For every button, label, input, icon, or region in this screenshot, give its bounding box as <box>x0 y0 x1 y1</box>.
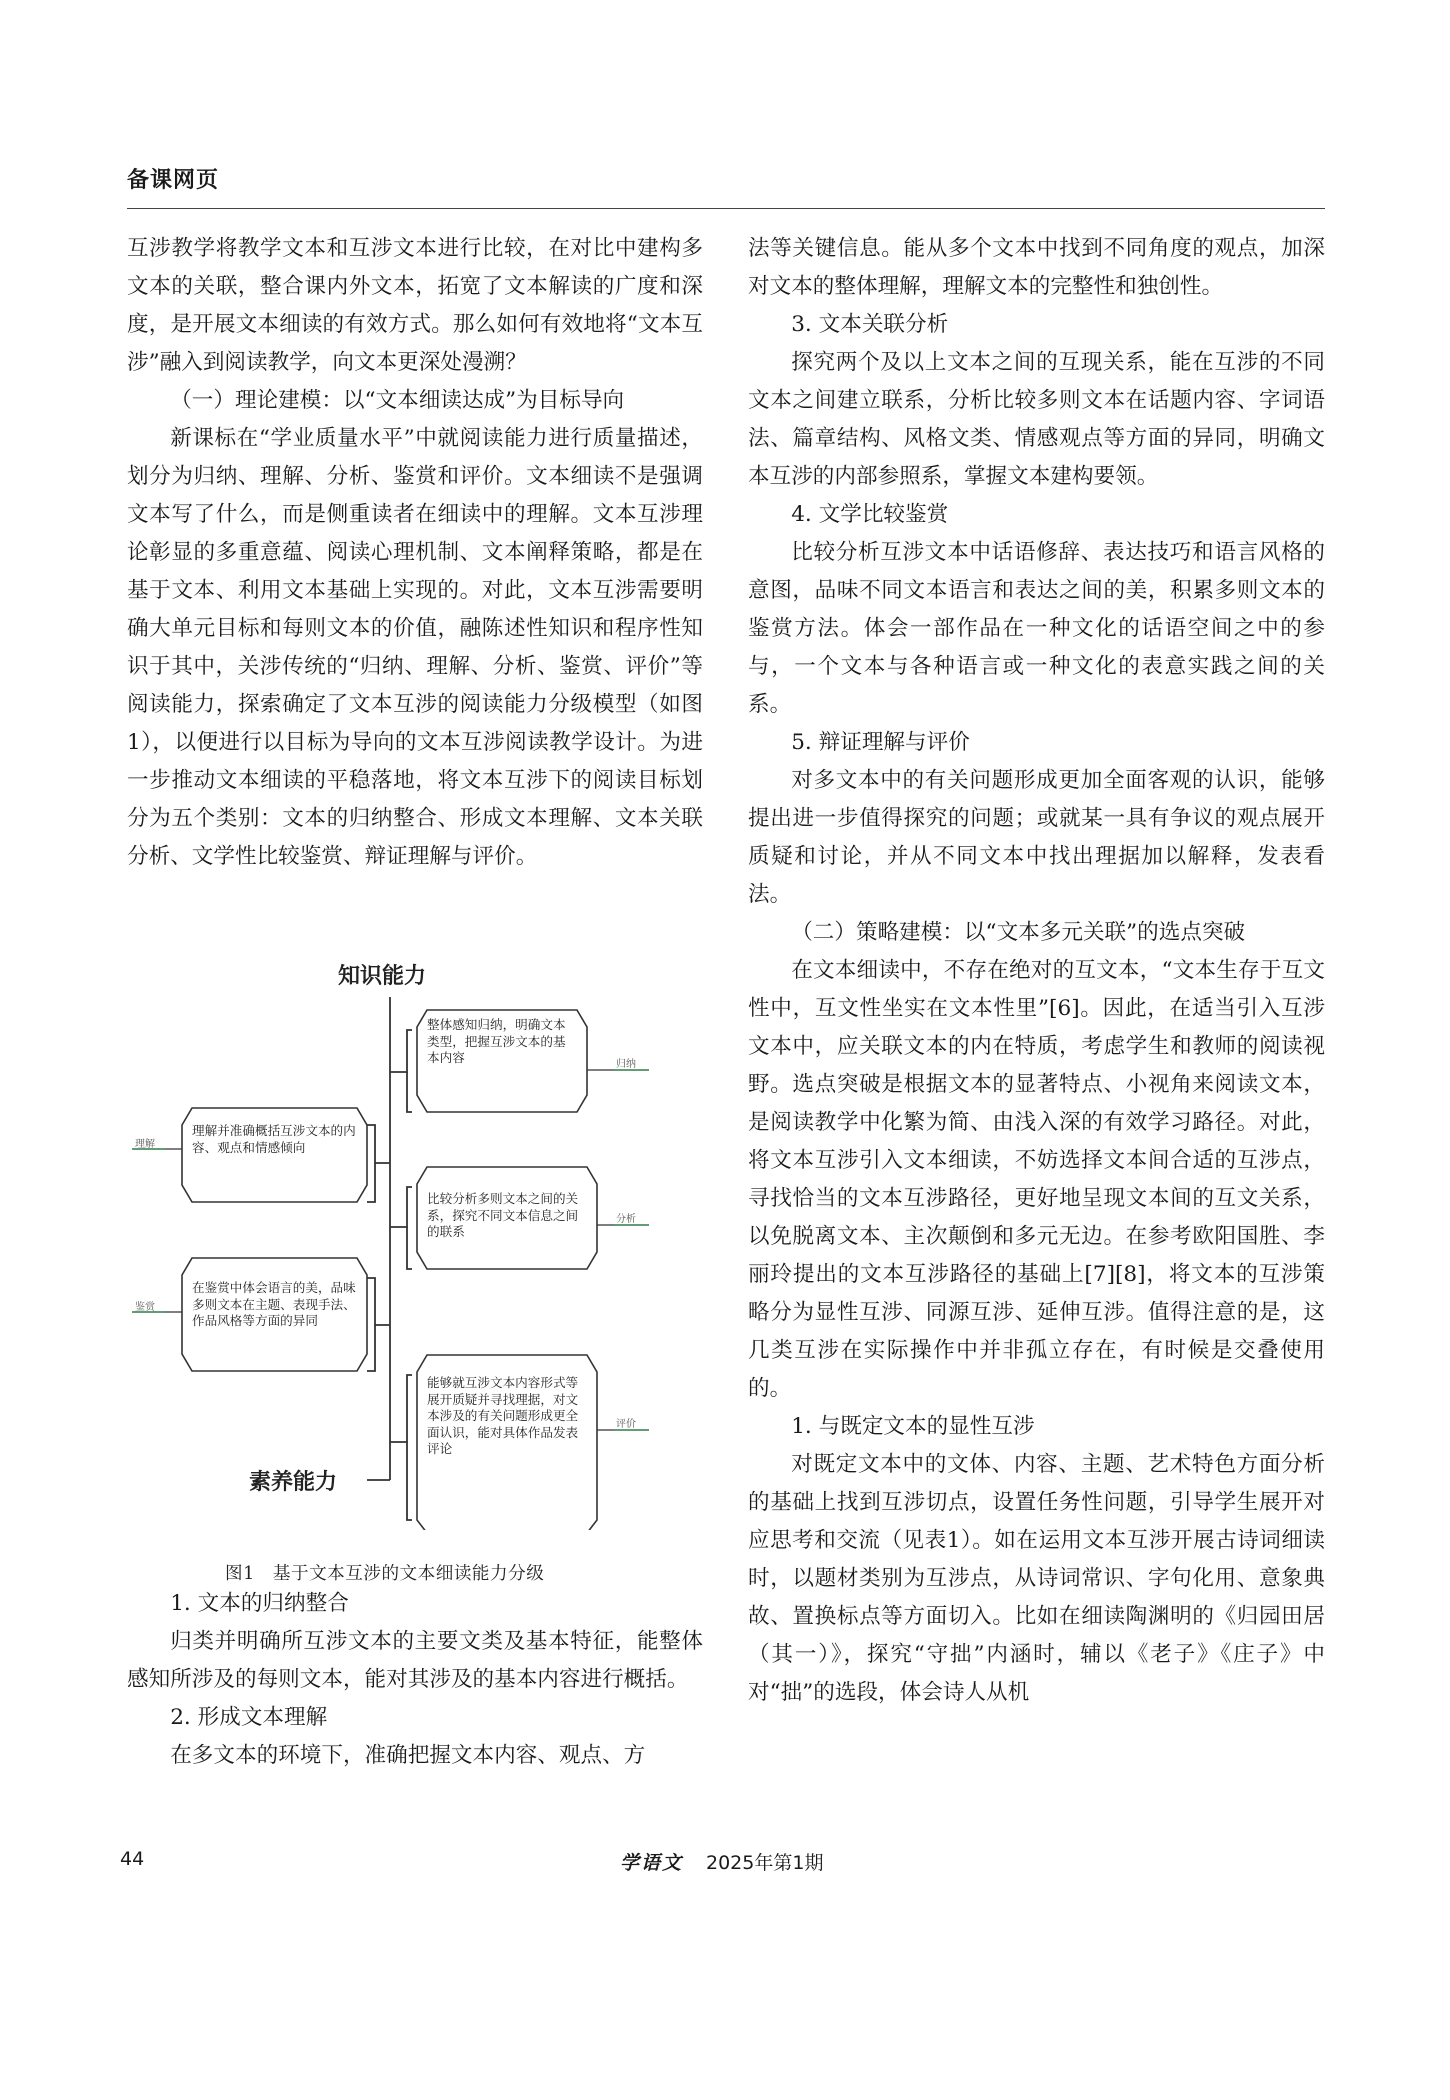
section-heading: 4. 文学比较鉴赏 <box>791 502 949 527</box>
paragraph: 对既定文本中的文体、内容、主题、艺术特色方面分析的基础上找到互涉切点，设置任务性问题，引导学生展开对应思考和交流（见表1）。如在运用文本互涉开展古诗词细读时，以题材类别为互涉点，从诗词常识、字句化用、意象典故、置换标点等方面切入。比如在细读陶渊明的《归园田居（其一）》，探究“守拙”内涵时，辅以《老子》《庄子》中对“拙”的选段，体会诗人从机 <box>748 1452 1325 1705</box>
right-column <box>748 230 1325 1712</box>
section-heading: 3. 文本关联分析 <box>791 312 949 337</box>
journal-name: 学语文 <box>620 1852 684 1874</box>
tag-lijie: 理解 <box>135 1139 155 1150</box>
tag-guina: 归纳 <box>616 1059 636 1070</box>
tag-fenxi: 分析 <box>616 1214 636 1225</box>
figure-1 <box>127 955 703 1530</box>
paragraph: 在多文本的环境下，准确把握文本内容、观点、方 <box>170 1743 646 1768</box>
section-heading: （一）理论建模：以“文本细读达成”为目标导向 <box>170 388 625 413</box>
section-heading: 1. 与既定文本的显性互涉 <box>791 1414 1035 1439</box>
section-heading: 1. 文本的归纳整合 <box>170 1591 349 1616</box>
section-heading: （二）策略建模：以“文本多元关联”的选点突破 <box>791 920 1246 945</box>
box-lijie-text: 理解并准确概括互涉文本的内容、观点和情感倾向 <box>192 1123 356 1155</box>
paragraph: 对多文本中的有关问题形成更加全面客观的认识，能够提出进一步值得探究的问题；或就某一具有争议的观点展开质疑和讨论，并从不同文本中找出理据加以解释，发表看法。 <box>748 768 1325 907</box>
figure-caption: 图1 基于文本互涉的文本细读能力分级 <box>225 1564 545 1584</box>
box-pingjia-text: 能够就互涉文本内容形式等展开质疑并寻找理据，对文本涉及的有关问题形成更全面认识，能对具体作品发表评论 <box>427 1375 579 1456</box>
section-header: 备课网页 <box>127 168 220 193</box>
page-number: 44 <box>120 1848 145 1870</box>
left-column-lower <box>127 1585 703 1775</box>
figure-diagram <box>127 955 703 1530</box>
paragraph: 归类并明确所互涉文本的主要文类及基本特征，能整体感知所涉及的每则文本，能对其涉及的基本内容进行概括。 <box>127 1629 703 1692</box>
header-rule <box>127 208 1325 209</box>
paragraph: 新课标在“学业质量水平”中就阅读能力进行质量描述，划分为归纳、理解、分析、鉴赏和评价。文本细读不是强调文本写了什么，而是侧重读者在细读中的理解。文本互涉理论彰显的多重意蕴、阅读心理机制、文本阐释策略，都是在基于文本、利用文本基础上实现的。对此，文本互涉需要明确大单元目标和每则文本的价值，融陈述性知识和程序性知识于其中，关涉传统的“归纳、理解、分析、鉴赏、评价”等阅读能力，探索确定了文本互涉的阅读能力分级模型（如图1），以便进行以目标为导向的文本互涉阅读教学设计。为进一步推动文本细读的平稳落地，将文本互涉下的阅读目标划分为五个类别：文本的归纳整合、形成文本理解、文本关联分析、文学性比较鉴赏、辩证理解与评价。 <box>127 426 703 869</box>
section-heading: 5. 辩证理解与评价 <box>791 730 970 755</box>
tag-jianshang: 鉴赏 <box>135 1302 155 1313</box>
figure-title-bottom: 素养能力 <box>249 1470 338 1495</box>
tag-pingjia: 评价 <box>616 1419 636 1430</box>
paragraph: 法等关键信息。能从多个文本中找到不同角度的观点，加深对文本的整体理解，理解文本的完整性和独创性。 <box>748 236 1325 299</box>
paragraph: 在文本细读中，不存在绝对的互文本，“文本生存于互文性中，互文性坐实在文本性里”[6]。因此，在适当引入互涉文本中，应关联文本的内在特质，考虑学生和教师的阅读视野。选点突破是根据文本的显著特点、小视角来阅读文本，是阅读教学中化繁为简、由浅入深的有效学习路径。对此，将文本互涉引入文本细读，不妨选择文本间合适的互涉点，寻找恰当的文本互涉路径，更好地呈现文本间的互文关系，以免脱离文本、主次颠倒和多元无边。在参考欧阳国胜、李丽玲提出的文本互涉路径的基础上[7][8]，将文本的互涉策略分为显性互涉、同源互涉、延伸互涉。值得注意的是，这几类互涉在实际操作中并非孤立存在，有时候是交叠使用的。 <box>748 958 1325 1401</box>
box-fenxi-text: 比较分析多则文本之间的关系，探究不同文本信息之间的联系 <box>427 1191 579 1239</box>
paragraph: 互涉教学将教学文本和互涉文本进行比较，在对比中建构多文本的关联，整合课内外文本，拓宽了文本解读的广度和深度，是开展文本细读的有效方式。那么如何有效地将“文本互涉”融入到阅读教学，向文本更深处漫溯？ <box>127 236 703 375</box>
section-heading: 2. 形成文本理解 <box>170 1705 328 1730</box>
paragraph: 探究两个及以上文本之间的互现关系，能在互涉的不同文本之间建立联系，分析比较多则文本在话题内容、字词语法、篇章结构、风格文类、情感观点等方面的异同，明确文本互涉的内部参照系，掌握文本建构要领。 <box>748 350 1325 489</box>
journal-issue: 2025年第1期 <box>706 1852 824 1874</box>
box-guina-text: 整体感知归纳，明确文本类型，把握互涉文本的基本内容 <box>427 1017 566 1065</box>
left-column <box>127 230 703 876</box>
box-jianshang-text: 在鉴赏中体会语言的美，品味多则文本在主题、表现手法、作品风格等方面的异同 <box>192 1280 356 1328</box>
paragraph: 比较分析互涉文本中话语修辞、表达技巧和语言风格的意图，品味不同文本语言和表达之间的美，积累多则文本的鉴赏方法。体会一部作品在一种文化的话语空间之中的参与，一个文本与各种语言或一种文化的表意实践之间的关系。 <box>748 540 1325 717</box>
figure-title-top: 知识能力 <box>338 964 427 989</box>
